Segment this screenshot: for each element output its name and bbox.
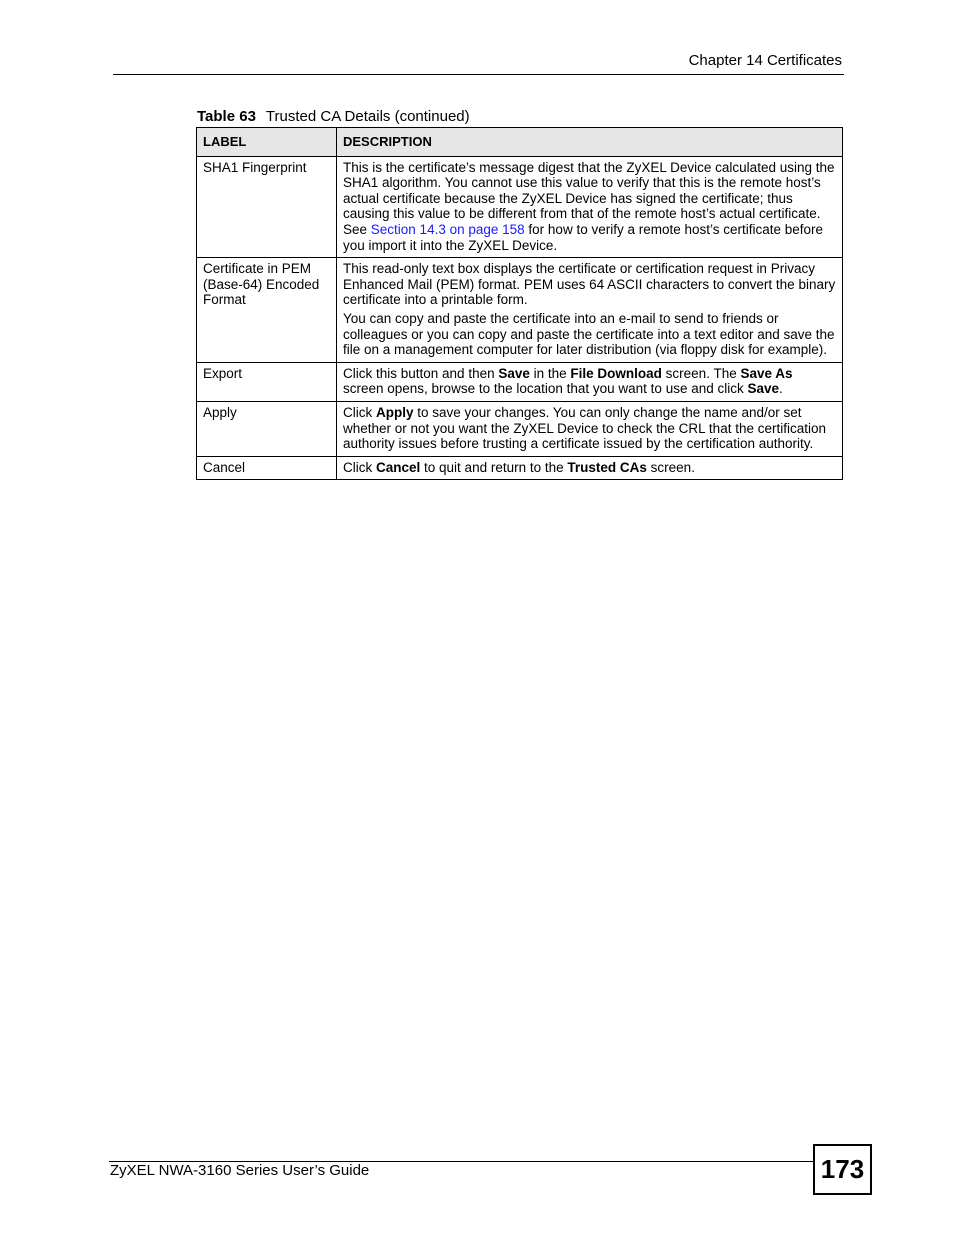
section-link[interactable]: Section 14.3 on page 158 [370,221,525,237]
row-description [337,401,843,456]
row-description [337,258,843,363]
column-header-label: LABEL [197,128,337,157]
row-label: Certificate in PEM (Base-64) Encoded Format [197,258,337,363]
table-title: Trusted CA Details (continued) [265,108,470,125]
trusted-ca-details-table [196,127,843,480]
row-description [337,156,843,258]
desc-paragraph: This read-only text box displays the certificate or certification request in Privacy Enhanced Mail (PEM) format. PEM uses 64 ASCII characters to convert the binary certificate into a printable form. [343,261,836,308]
ui-term-save: Save [498,365,530,381]
row-label: SHA1 Fingerprint [197,156,337,258]
ui-term-save-as: Save As [740,365,793,381]
desc-text: Click [343,404,376,420]
table-row-apply [197,401,843,456]
chapter-header: Chapter 14 Certificates [688,52,842,69]
desc-text: to save your changes. You can only change the name and/or set whether or not you want the ZyXEL Device to check the CRL that the certification authority issues before trusting a certificate issued by the certification authority. [343,404,826,452]
column-header-description: DESCRIPTION [337,128,843,157]
desc-text: screen opens, browse to the location that you want to use and click [343,381,748,397]
desc-text: in the [529,365,571,381]
ui-term-apply: Apply [376,404,414,420]
table-row-cancel [197,456,843,480]
table-number: Table 63 [197,108,256,125]
desc-text: Click this button and then [343,365,499,381]
table-row-export [197,362,843,401]
ui-term-cancel: Cancel [376,459,421,475]
desc-text: for how to verify a remote host’s certificate before you import it into the ZyXEL Device. [343,221,824,253]
ui-term-file-download: File Download [570,365,662,381]
row-label: Apply [197,401,337,456]
desc-text: Click [343,459,376,475]
row-label: Cancel [197,456,337,480]
desc-paragraph: You can copy and paste the certificate into an e-mail to send to friends or colleagues or you can copy and paste the certificate into a text editor and save the file on a management computer for later distribution (via floppy disk for example). [343,310,835,358]
ui-term-save: Save [747,381,780,397]
table-caption [197,108,470,126]
desc-text: to quit and return to the [420,459,568,475]
header-rule [113,74,844,75]
desc-text: screen. [646,459,695,475]
guide-title: ZyXEL NWA-3160 Series User’s Guide [110,1162,370,1179]
ui-term-trusted-cas: Trusted CAs [567,459,647,475]
table-header-row [197,128,843,157]
row-description [337,456,843,480]
row-label: Export [197,362,337,401]
row-description [337,362,843,401]
page-number: 173 [813,1144,872,1195]
table-row-sha1-fingerprint [197,156,843,258]
table-row-certificate-pem [197,258,843,363]
desc-text: This is the certificate’s message digest that the ZyXEL Device calculated using the SHA1 algorithm. You cannot use this value to verify that this is the remote host’s actual certificate because the ZyXEL Device has signed the certificate; thus causing this value to be different from that of the remote host’s actual certificate. See [343,159,835,237]
desc-text: screen. The [661,365,741,381]
desc-text: . [779,381,783,397]
